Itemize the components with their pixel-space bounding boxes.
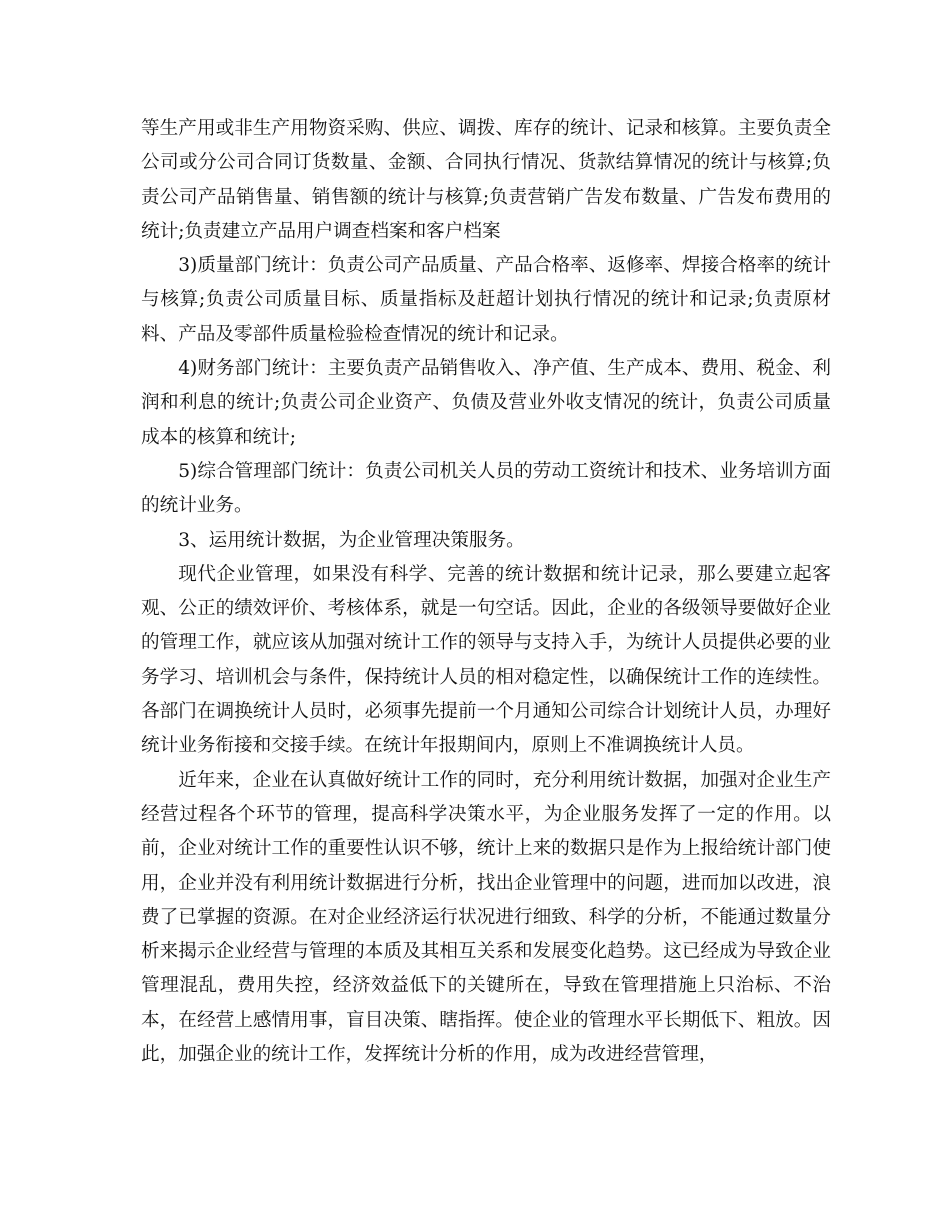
paragraph-quality-dept-stats: 3)质量部门统计：负责公司产品质量、产品合格率、返修率、焊接合格率的统计与核算;负责公司质量目标、质量指标及赶超计划执行情况的统计和记录;负责原材料、产品及零部件质量检验检查情况的统计和记录。 — [141, 255, 831, 345]
paragraph-admin-dept-stats: 5)综合管理部门统计：负责公司机关人员的劳动工资统计和技术、业务培训方面的统计业务。 — [141, 460, 831, 517]
paragraph-materials-sales-stats: 等生产用或非生产用物资采购、供应、调拨、库存的统计、记录和核算。主要负责全公司或分公司合同订货数量、金额、合同执行情况、货款结算情况的统计与核算;负责公司产品销售量、销售额的统计与核算;负责营销广告发布数量、广告发布费用的统计;负责建立产品用户调查档案和客户档案 — [141, 118, 831, 242]
document-body — [141, 112, 831, 1072]
paragraph-recent-years: 近年来，企业在认真做好统计工作的同时，充分利用统计数据，加强对企业生产经营过程各个环节的管理，提高科学决策水平，为企业服务发挥了一定的作用。以前，企业对统计工作的重要性认识不够，统计上来的数据只是作为上报给统计部门使用，企业并没有利用统计数据进行分析，找出企业管理中的问题，进而加以改进，浪费了已掌握的资源。在对企业经济运行状况进行细致、科学的分析，不能通过数量分析来揭示企业经营与管理的本质及其相互关系和发展变化趋势。这已经成为导致企业管理混乱，费用失控，经济效益低下的关键所在，导致在管理措施上只治标、不治本，在经营上感情用事，盲目决策、瞎指挥。使企业的管理水平长期低下、粗放。因此，加强企业的统计工作，发挥统计分析的作用，成为改进经营管理， — [141, 769, 831, 1066]
paragraph-finance-dept-stats: 4)财务部门统计：主要负责产品销售收入、净产值、生产成本、费用、税金、利润和利息的统计;负责公司企业资产、负债及营业外收支情况的统计，负责公司质量成本的核算和统计; — [141, 358, 831, 448]
paragraph-modern-management: 现代企业管理，如果没有科学、完善的统计数据和统计记录，那么要建立起客观、公正的绩效评价、考核体系，就是一句空话。因此，企业的各级领导要做好企业的管理工作，就应该从加强对统计工作的领导与支持入手，为统计人员提供必要的业务学习、培训机会与条件，保持统计人员的相对稳定性，以确保统计工作的连续性。各部门在调换统计人员时，必须事先提前一个月通知公司综合计划统计人员，办理好统计业务衔接和交接手续。在统计年报期间内，原则上不准调换统计人员。 — [141, 563, 831, 757]
section-heading-use-statistics: 3、运用统计数据，为企业管理决策服务。 — [178, 529, 525, 551]
